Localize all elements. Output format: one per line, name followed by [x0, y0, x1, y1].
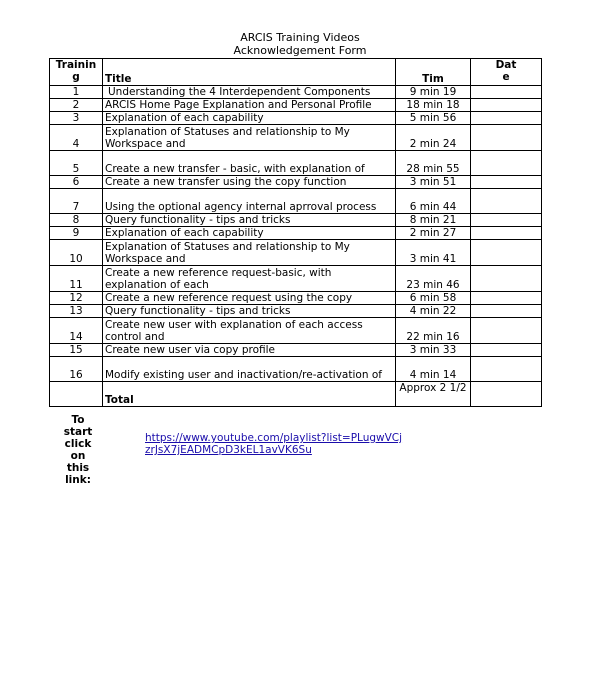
row-number: 13 [50, 305, 103, 318]
row-date[interactable] [471, 344, 542, 357]
row-time: 2 min 24 [396, 125, 471, 151]
row-date[interactable] [471, 318, 542, 344]
form-subtitle: Acknowledgement Form [233, 44, 367, 57]
table-row [50, 240, 542, 266]
row-time: 18 min 18 [396, 99, 471, 112]
row-title: Create a new transfer using the copy function [103, 176, 396, 189]
row-time: 22 min 16 [396, 318, 471, 344]
column-header-title: Title [103, 59, 396, 86]
form-title: ARCIS Training Videos [240, 31, 360, 44]
table-row [50, 86, 542, 99]
row-date[interactable] [471, 99, 542, 112]
row-number: 16 [50, 357, 103, 382]
row-title: Create new user with explanation of each access control and [103, 318, 396, 344]
table-row [50, 189, 542, 214]
row-time: 3 min 33 [396, 344, 471, 357]
table-row [50, 318, 542, 344]
row-date[interactable] [471, 305, 542, 318]
total-number [50, 382, 103, 407]
row-time: 23 min 46 [396, 266, 471, 292]
row-number: 3 [50, 112, 103, 125]
row-title: Create new user via copy profile [103, 344, 396, 357]
row-date[interactable] [471, 151, 542, 176]
row-title: Create a new transfer - basic, with explanation of [103, 151, 396, 176]
row-title: Explanation of each capability [103, 112, 396, 125]
row-date[interactable] [471, 189, 542, 214]
table-row [50, 227, 542, 240]
row-number: 14 [50, 318, 103, 344]
table-row [50, 305, 542, 318]
row-title: Create a new reference request-basic, with explanation of each [103, 266, 396, 292]
table-row [50, 112, 542, 125]
row-number: 8 [50, 214, 103, 227]
row-time: 6 min 58 [396, 292, 471, 305]
row-date[interactable] [471, 266, 542, 292]
row-number: 5 [50, 151, 103, 176]
row-date[interactable] [471, 125, 542, 151]
row-time: 2 min 27 [396, 227, 471, 240]
row-number: 4 [50, 125, 103, 151]
row-time: 3 min 41 [396, 240, 471, 266]
row-date[interactable] [471, 112, 542, 125]
table-row [50, 214, 542, 227]
row-number: 12 [50, 292, 103, 305]
row-date[interactable] [471, 240, 542, 266]
row-date[interactable] [471, 176, 542, 189]
row-title: Query functionality - tips and tricks [103, 305, 396, 318]
table-row [50, 99, 542, 112]
row-title: Explanation of Statuses and relationship to My Workspace and [103, 125, 396, 151]
link-prompt: To start click on this link: [63, 414, 93, 486]
total-time: Approx 2 1/2 [396, 382, 471, 407]
row-number: 7 [50, 189, 103, 214]
row-title: Explanation of Statuses and relationship to My Workspace and [103, 240, 396, 266]
row-number: 1 [50, 86, 103, 99]
row-time: 6 min 44 [396, 189, 471, 214]
column-header-training: Trainin g [50, 59, 103, 86]
row-number: 6 [50, 176, 103, 189]
row-title: Explanation of each capability [103, 227, 396, 240]
row-date[interactable] [471, 357, 542, 382]
row-time: 3 min 51 [396, 176, 471, 189]
playlist-link[interactable]: https://www.youtube.com/playlist?list=PLugwVCjzrJsX7jEADMCpD3kEL1avVK6Su [145, 432, 403, 456]
table-row [50, 357, 542, 382]
row-title: Create a new reference request using the copy [103, 292, 396, 305]
column-header-time: Tim [396, 59, 471, 86]
total-row [50, 382, 542, 407]
row-title: Understanding the 4 Interdependent Components [103, 86, 396, 99]
row-title: Modify existing user and inactivation/re-activation of [103, 357, 396, 382]
table-row [50, 151, 542, 176]
row-title: Using the optional agency internal aprroval process [103, 189, 396, 214]
table-row [50, 266, 542, 292]
row-time: 5 min 56 [396, 112, 471, 125]
table-header-row [50, 59, 542, 86]
row-number: 9 [50, 227, 103, 240]
row-time: 4 min 14 [396, 357, 471, 382]
training-videos-table [49, 58, 542, 407]
table-row [50, 176, 542, 189]
total-date[interactable] [471, 382, 542, 407]
table-row [50, 344, 542, 357]
row-date[interactable] [471, 292, 542, 305]
row-date[interactable] [471, 227, 542, 240]
row-title: ARCIS Home Page Explanation and Personal Profile [103, 99, 396, 112]
row-time: 4 min 22 [396, 305, 471, 318]
column-header-date: Dat e [471, 59, 542, 86]
row-number: 2 [50, 99, 103, 112]
row-number: 15 [50, 344, 103, 357]
row-time: 8 min 21 [396, 214, 471, 227]
row-number: 11 [50, 266, 103, 292]
row-date[interactable] [471, 214, 542, 227]
row-date[interactable] [471, 86, 542, 99]
table-row [50, 125, 542, 151]
row-time: 9 min 19 [396, 86, 471, 99]
total-label: Total [103, 382, 396, 407]
table-row [50, 292, 542, 305]
row-number: 10 [50, 240, 103, 266]
row-title: Query functionality - tips and tricks [103, 214, 396, 227]
row-time: 28 min 55 [396, 151, 471, 176]
